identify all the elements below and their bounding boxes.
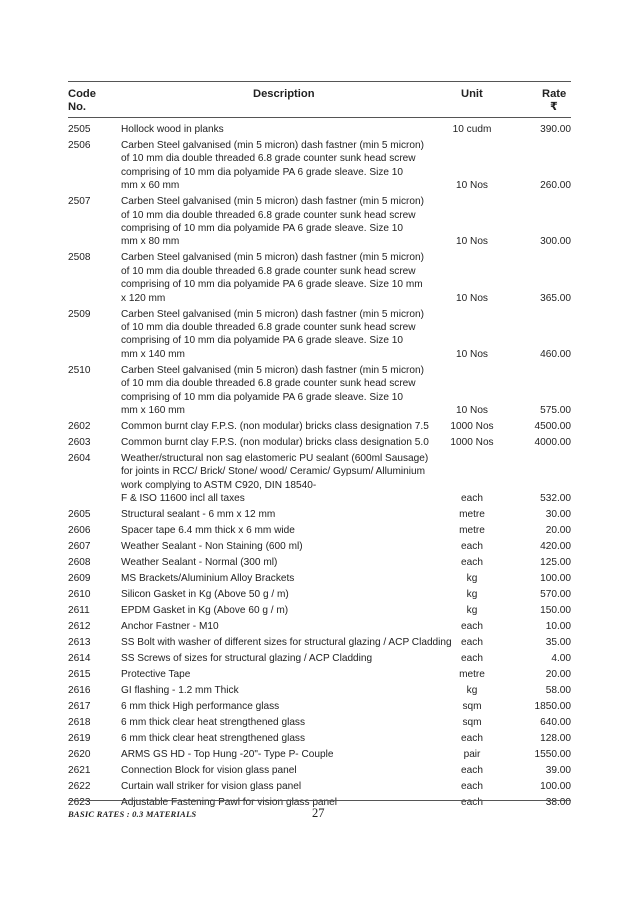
description-line: mm x 60 mm bbox=[121, 180, 180, 192]
item-rate: 20.00 bbox=[545, 669, 571, 681]
item-rate: 128.00 bbox=[540, 733, 571, 745]
item-rate: 35.00 bbox=[545, 637, 571, 649]
description-line: SS Screws of sizes for structural glazing / ACP Cladding bbox=[121, 653, 373, 665]
item-code: 2605 bbox=[68, 509, 91, 521]
item-description bbox=[121, 588, 439, 601]
description-line: MS Brackets/Aluminium Alloy Brackets bbox=[121, 573, 295, 585]
item-description bbox=[121, 716, 439, 729]
item-code: 2611 bbox=[68, 605, 90, 617]
description-line: ARMS GS HD - Top Hung -20"- Type P- Couple bbox=[121, 749, 334, 761]
description-line: Weather Sealant - Normal (300 ml) bbox=[121, 557, 278, 569]
item-description bbox=[121, 251, 439, 305]
header-top-rule bbox=[68, 81, 571, 82]
item-description bbox=[121, 780, 439, 793]
description-line: comprising of 10 mm dia polyamide PA 6 grade sleave. Size 10 bbox=[121, 335, 404, 347]
item-code: 2618 bbox=[68, 717, 91, 729]
item-description bbox=[121, 652, 439, 665]
item-code: 2509 bbox=[68, 308, 91, 320]
header-bottom-rule bbox=[68, 117, 571, 118]
item-unit: 10 cudm bbox=[452, 124, 492, 135]
description-line: comprising of 10 mm dia polyamide PA 6 grade sleave. Size 10 bbox=[121, 391, 404, 403]
description-line: Carben Steel galvanised (min 5 micron) dash fastner (min 5 micron) bbox=[121, 140, 424, 151]
description-line: Carben Steel galvanised (min 5 micron) dash fastner (min 5 micron) bbox=[121, 364, 424, 376]
description-line: Common burnt clay F.P.S. (non modular) bricks class designation 7.5 bbox=[121, 421, 429, 432]
item-description bbox=[121, 420, 439, 433]
item-description bbox=[121, 604, 439, 617]
item-code: 2614 bbox=[68, 653, 91, 665]
item-description bbox=[121, 668, 439, 681]
item-code: 2604 bbox=[68, 453, 91, 464]
description-line: mm x 80 mm bbox=[121, 236, 180, 248]
item-rate: 300.00 bbox=[540, 236, 571, 248]
item-unit: kg bbox=[466, 685, 478, 697]
item-rate: 100.00 bbox=[540, 573, 571, 585]
item-rate: 420.00 bbox=[540, 541, 571, 553]
item-unit: each bbox=[461, 493, 483, 505]
item-code: 2613 bbox=[68, 637, 91, 649]
item-code: 2616 bbox=[68, 685, 91, 697]
item-unit: sqm bbox=[462, 701, 482, 713]
description-line: Carben Steel galvanised (min 5 micron) dash fastner (min 5 micron) bbox=[121, 308, 424, 320]
description-line: 6 mm thick clear heat strengthened glass bbox=[121, 733, 306, 745]
description-line: work complying to ASTM C920, DIN 18540- bbox=[121, 479, 317, 491]
item-unit: metre bbox=[459, 509, 485, 521]
item-code: 2606 bbox=[68, 525, 91, 537]
item-rate: 460.00 bbox=[540, 348, 571, 360]
item-unit: 10 Nos bbox=[456, 348, 488, 360]
item-code: 2505 bbox=[68, 124, 91, 135]
header-unit: Unit bbox=[461, 88, 483, 100]
item-description bbox=[121, 308, 439, 362]
item-rate: 38.00 bbox=[545, 797, 571, 809]
item-description bbox=[121, 139, 439, 193]
description-line: Hollock wood in planks bbox=[121, 124, 224, 135]
description-line: comprising of 10 mm dia polyamide PA 6 grade sleave. Size 10 bbox=[121, 223, 404, 234]
description-line: Weather/structural non sag elastomeric PU sealant (600ml Sausage) bbox=[121, 453, 429, 464]
item-description bbox=[121, 572, 439, 585]
header-description: Description bbox=[253, 88, 315, 100]
description-line: Protective Tape bbox=[121, 669, 191, 681]
item-unit: 1000 Nos bbox=[450, 421, 494, 432]
description-line: Common burnt clay F.P.S. (non modular) bricks class designation 5.0 bbox=[121, 437, 429, 448]
item-rate: 4.00 bbox=[551, 653, 571, 665]
description-line: Adjustable Fastening Pawl for vision glass panel bbox=[121, 797, 338, 809]
item-description bbox=[121, 636, 452, 649]
item-unit: each bbox=[461, 637, 483, 649]
description-line: Anchor Fastner - M10 bbox=[121, 621, 219, 633]
item-rate: 390.00 bbox=[540, 124, 571, 135]
item-code: 2608 bbox=[68, 557, 91, 569]
description-line: SS Bolt with washer of different sizes for structural glazing / ACP Cladding bbox=[121, 637, 452, 649]
footer-section-title: BASIC RATES : 0.3 MATERIALS bbox=[68, 809, 197, 819]
item-unit: each bbox=[461, 541, 483, 553]
description-line: 6 mm thick High performance glass bbox=[121, 701, 280, 713]
header-rate: Rate bbox=[542, 88, 567, 100]
page-number: 27 bbox=[312, 806, 325, 820]
description-line: of 10 mm dia double threaded 6.8 grade counter sunk head screw bbox=[121, 153, 416, 165]
rupee-symbol-icon: ₹ bbox=[550, 101, 558, 113]
item-description bbox=[121, 364, 439, 418]
item-code: 2612 bbox=[68, 621, 91, 633]
item-unit: kg bbox=[466, 589, 478, 601]
description-line: Spacer tape 6.4 mm thick x 6 mm wide bbox=[121, 525, 295, 537]
item-description bbox=[121, 195, 439, 249]
item-rate: 532.00 bbox=[540, 493, 571, 505]
description-line: F & ISO 11600 incl all taxes bbox=[121, 493, 245, 505]
item-rate: 100.00 bbox=[540, 781, 571, 793]
description-line: of 10 mm dia double threaded 6.8 grade counter sunk head screw bbox=[121, 378, 416, 390]
item-code: 2609 bbox=[68, 573, 91, 585]
item-code: 2603 bbox=[68, 437, 91, 448]
item-code: 2508 bbox=[68, 252, 91, 264]
item-rate: 30.00 bbox=[545, 509, 571, 521]
item-rate: 365.00 bbox=[540, 292, 571, 304]
item-unit: each bbox=[461, 781, 483, 793]
item-description bbox=[121, 508, 439, 521]
description-line: Carben Steel galvanised (min 5 micron) dash fastner (min 5 micron) bbox=[121, 196, 424, 208]
item-code: 2510 bbox=[68, 364, 91, 376]
description-line: Silicon Gasket in Kg (Above 50 g / m) bbox=[121, 589, 289, 601]
item-unit: each bbox=[461, 733, 483, 745]
item-description bbox=[121, 732, 439, 745]
description-line: GI flashing - 1.2 mm Thick bbox=[121, 685, 239, 697]
description-line: of 10 mm dia double threaded 6.8 grade counter sunk head screw bbox=[121, 322, 416, 333]
item-description bbox=[121, 620, 439, 633]
item-unit: 10 Nos bbox=[456, 292, 488, 304]
description-line: for joints in RCC/ Brick/ Stone/ wood/ Ceramic/ Gypsum/ Alluminium bbox=[121, 466, 426, 478]
item-code: 2617 bbox=[68, 701, 91, 713]
description-line: Curtain wall striker for vision glass panel bbox=[121, 781, 302, 793]
item-unit: pair bbox=[463, 749, 481, 761]
item-rate: 10.00 bbox=[545, 621, 571, 633]
description-line: mm x 140 mm bbox=[121, 348, 185, 360]
item-unit: each bbox=[461, 797, 483, 809]
item-rate: 575.00 bbox=[540, 404, 571, 416]
item-code: 2506 bbox=[68, 140, 91, 151]
item-rate: 20.00 bbox=[545, 525, 571, 537]
item-code: 2622 bbox=[68, 781, 91, 793]
item-unit: sqm bbox=[462, 717, 482, 729]
item-description bbox=[121, 123, 439, 136]
description-line: 6 mm thick clear heat strengthened glass bbox=[121, 717, 306, 729]
item-code: 2620 bbox=[68, 749, 91, 761]
item-description bbox=[121, 700, 439, 713]
header-code: Code bbox=[68, 88, 96, 100]
footer-rule bbox=[68, 800, 571, 801]
item-rate: 125.00 bbox=[540, 557, 571, 569]
item-rate: 4000.00 bbox=[534, 437, 571, 448]
item-code: 2623 bbox=[68, 797, 91, 809]
description-line: Weather Sealant - Non Staining (600 ml) bbox=[121, 541, 303, 553]
item-rate: 1550.00 bbox=[534, 749, 571, 761]
item-unit: metre bbox=[459, 525, 485, 537]
item-description bbox=[121, 524, 439, 537]
item-unit: kg bbox=[466, 573, 478, 585]
item-unit: each bbox=[461, 621, 483, 633]
item-code: 2610 bbox=[68, 589, 91, 601]
item-rate: 39.00 bbox=[545, 765, 571, 777]
item-code: 2619 bbox=[68, 733, 91, 745]
item-unit: kg bbox=[466, 605, 478, 617]
description-line: mm x 160 mm bbox=[121, 405, 185, 417]
item-unit: 10 Nos bbox=[456, 236, 488, 248]
item-unit: 10 Nos bbox=[456, 404, 488, 416]
item-description bbox=[121, 748, 439, 761]
item-description bbox=[121, 796, 439, 809]
item-unit: each bbox=[461, 653, 483, 665]
item-rate: 260.00 bbox=[540, 180, 571, 192]
item-description bbox=[121, 764, 439, 777]
description-line: Structural sealant - 6 mm x 12 mm bbox=[121, 509, 276, 521]
item-code: 2621 bbox=[68, 765, 91, 777]
description-line: Carben Steel galvanised (min 5 micron) dash fastner (min 5 micron) bbox=[121, 252, 424, 264]
item-unit: 10 Nos bbox=[456, 180, 488, 192]
item-rate: 1850.00 bbox=[534, 701, 571, 713]
item-unit: metre bbox=[459, 669, 485, 681]
description-line: of 10 mm dia double threaded 6.8 grade counter sunk head screw bbox=[121, 209, 416, 221]
description-line: EPDM Gasket in Kg (Above 60 g / m) bbox=[121, 605, 289, 617]
item-code: 2602 bbox=[68, 421, 91, 432]
item-description bbox=[121, 684, 439, 697]
item-description bbox=[121, 452, 439, 506]
item-description bbox=[121, 436, 439, 449]
item-unit: each bbox=[461, 765, 483, 777]
item-rate: 150.00 bbox=[540, 605, 571, 617]
item-rate: 58.00 bbox=[545, 685, 571, 697]
item-code: 2507 bbox=[68, 196, 91, 208]
description-line: x 120 mm bbox=[121, 292, 166, 304]
header-no: No. bbox=[68, 101, 87, 113]
item-unit: each bbox=[461, 557, 483, 569]
item-rate: 4500.00 bbox=[534, 421, 571, 432]
item-code: 2607 bbox=[68, 541, 91, 553]
description-line: Connection Block for vision glass panel bbox=[121, 765, 297, 777]
item-code: 2615 bbox=[68, 669, 91, 681]
item-description bbox=[121, 556, 439, 569]
item-description bbox=[121, 540, 439, 553]
item-rate: 570.00 bbox=[540, 589, 571, 601]
description-line: of 10 mm dia double threaded 6.8 grade counter sunk head screw bbox=[121, 265, 416, 277]
item-unit: 1000 Nos bbox=[450, 437, 494, 448]
description-line: comprising of 10 mm dia polyamide PA 6 grade sleave. Size 10 mm bbox=[121, 279, 423, 291]
item-rate: 640.00 bbox=[540, 717, 571, 729]
description-line: comprising of 10 mm dia polyamide PA 6 grade sleave. Size 10 bbox=[121, 166, 404, 178]
